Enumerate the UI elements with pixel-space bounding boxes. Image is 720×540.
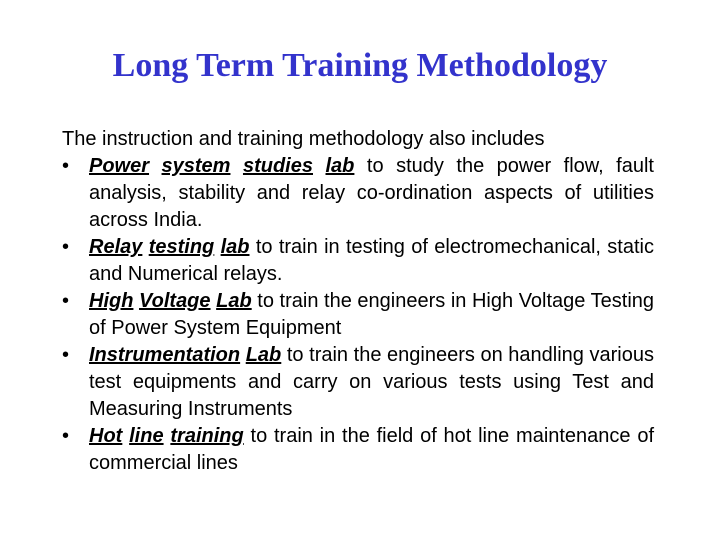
bullet-icon: • [62, 155, 70, 177]
highlight-word: Voltage [139, 290, 211, 312]
highlight-word: High [89, 290, 134, 312]
highlight-word: system [161, 155, 231, 177]
slide-title: Long Term Training Methodology [112, 47, 608, 84]
highlight-word: line [129, 425, 164, 447]
highlight-word: lab [220, 236, 250, 258]
highlight-word: Hot [89, 425, 123, 447]
highlight-word: testing [148, 236, 215, 258]
highlight-word: training [170, 425, 244, 447]
highlight-word: Relay [89, 236, 143, 258]
bullet-icon: • [62, 425, 70, 447]
slide-body [62, 126, 654, 477]
bullet-item-instrumentation-lab [62, 342, 654, 423]
bullet-item-hot-line-training [62, 423, 654, 477]
highlight-word: Power [89, 155, 150, 177]
bullet-description: to train in testing of electromechanical, static and Numerical relays. [89, 236, 654, 285]
highlight-word: Instrumentation [89, 344, 241, 366]
bullet-icon: • [62, 290, 70, 312]
bullet-description: to train the engineers on handling various test equipments and carry on various tests using Test and Measuring Instruments [89, 344, 654, 420]
highlight-word: Lab [216, 290, 252, 312]
bullet-item-power-system-studies-lab [62, 153, 654, 234]
highlight-word: Lab [245, 344, 282, 366]
bullet-icon: • [62, 236, 70, 258]
bullet-item-high-voltage-lab [62, 288, 654, 342]
highlight-word: lab [325, 155, 355, 177]
bullet-description: to study the power flow, fault analysis, stability and relay co-ordination aspects of utilities across India. [89, 155, 654, 231]
bullet-item-relay-testing-lab [62, 234, 654, 288]
intro-text: The instruction and training methodology also includes [62, 128, 545, 150]
bullet-description: to train in the field of hot line maintenance of commercial lines [89, 425, 655, 474]
bullet-icon: • [62, 344, 70, 366]
bullet-description: to train the engineers in High Voltage Testing of Power System Equipment [89, 290, 655, 339]
bullet-list [62, 153, 654, 477]
highlight-word: studies [242, 155, 313, 177]
